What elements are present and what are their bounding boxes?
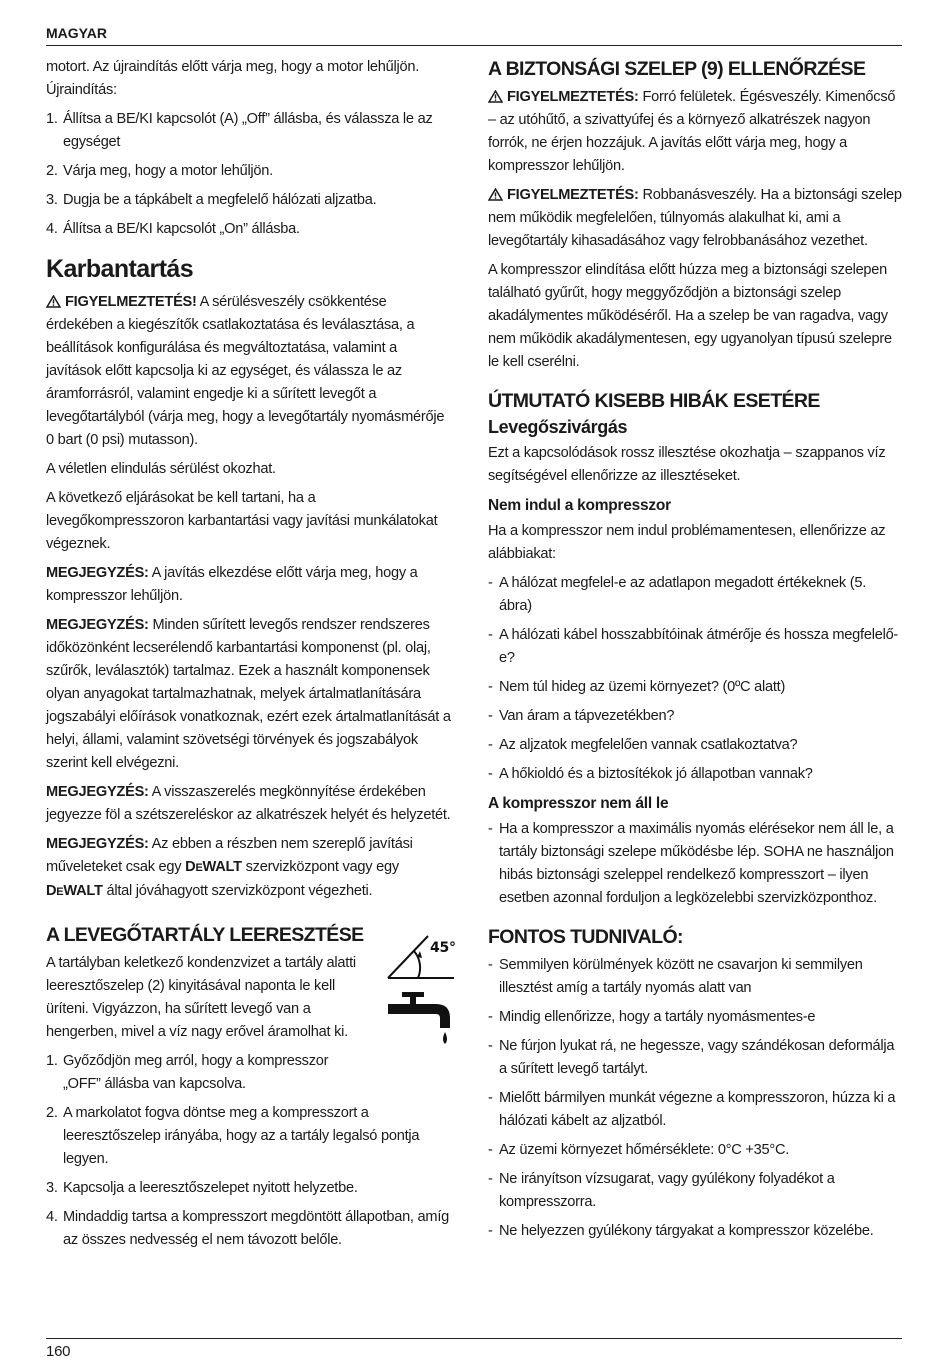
list-item: - A hőkioldó és a biztosítékok jó állapotban vannak?: [488, 766, 813, 782]
list-item: - Ha a kompresszor a maximális nyomás elérésekor nem áll le, a tartály biztonsági szelepe működésbe lép. SOHA ne használjon hibás biztonsági szeleppel rendelkező kompresszort – ilyen esetben azonnal forduljon a legközelebbi szervizközponthoz.: [488, 821, 894, 906]
drain-paragraph: A tartályban keletkező kondenzvizet a tartály alatti leeresztőszelep (2) kinyitásával naponta le kell üríteni. Vigyázzon, ha sűrített levegő van a hengerben, mivel a víz nagy erővel áramolhat ki.: [46, 955, 356, 1040]
language-header: MAGYAR: [46, 25, 107, 41]
left-column: [46, 56, 451, 1258]
air-leak-title: Levegőszivárgás: [488, 417, 628, 437]
page-number: 160: [46, 1343, 71, 1360]
drain-steps: [46, 1050, 451, 1252]
list-item: - Ne helyezzen gyúlékony tárgyakat a kompresszor közelébe.: [488, 1223, 874, 1239]
maintenance-title: Karbantartás: [46, 255, 194, 283]
list-item: 1. Győződjön meg arról, hogy a kompresszor „OFF” állásba van kapcsolva.: [46, 1053, 329, 1092]
warning-triangle-icon: [488, 90, 503, 103]
list-item: - Mielőtt bármilyen munkát végezne a kompresszoron, húzza ki a hálózati kábelt az aljzatból.: [488, 1090, 896, 1129]
right-column: [488, 56, 902, 1249]
intro-paragraph: motort. Az újraindítás előtt várja meg, hogy a motor lehűljön.: [46, 59, 420, 75]
maintenance-paragraph: A véletlen elindulás sérülést okozhat.: [46, 461, 276, 477]
list-item: - Semmilyen körülmények között ne csavarjon ki semmilyen illesztést amíg a tartály nyomás alatt van: [488, 957, 863, 996]
restart-steps: [46, 108, 451, 241]
list-item: - Az aljzatok megfelelően vannak csatlakoztatva?: [488, 737, 798, 753]
restart-heading: Újraindítás:: [46, 82, 117, 98]
note-paragraph: MEGJEGYZÉS: Az ebben a részben nem szereplő javítási műveleteket csak egy DEWALT szervizközpont vagy egy DEWALT által jóváhagyott szervizközpont végezheti.: [46, 836, 413, 899]
warning-triangle-icon: [46, 295, 61, 308]
drain-title: A LEVEGŐTARTÁLY LEERESZTÉSE: [46, 924, 364, 946]
list-item: 2. Várja meg, hogy a motor lehűljön.: [46, 163, 273, 179]
note-paragraph: MEGJEGYZÉS: A visszaszerelés megkönnyítése érdekében jegyezze föl a szétszereléskor az alkatrészek helyét és helyzetét.: [46, 784, 451, 823]
note-label: MEGJEGYZÉS:: [46, 784, 149, 800]
list-item: - Nem túl hideg az üzemi környezet? (0ºC alatt): [488, 679, 786, 695]
valve-paragraph: A kompresszor elindítása előtt húzza meg a biztonsági szelepen található gyűrűt, hogy meggyőződjön a biztonsági szelep akadálymentes működéséről. Ha a szelep be van ragadva, vagy nem működik akadálymentesen, egy ugyanolyan típusú szelepre le kell cserélni.: [488, 262, 892, 370]
maintenance-warning: [46, 291, 451, 452]
warning-triangle-icon: [488, 188, 503, 201]
no-stop-list: [488, 818, 902, 910]
list-item: 1. Állítsa a BE/KI kapcsolót (A) „Off” állásba, és válassza le az egységet: [46, 111, 433, 150]
list-item: - Ne fúrjon lyukat rá, ne hegessze, vagy szándékosan deformálja a sűrített levegő tartályt.: [488, 1038, 895, 1077]
no-start-list: [488, 572, 902, 786]
safety-valve-title: A BIZTONSÁGI SZELEP (9) ELLENŐRZÉSE: [488, 58, 866, 80]
tilt-45-faucet-icon: [384, 930, 460, 1048]
important-list: [488, 954, 902, 1243]
angle-label: 45°: [430, 940, 456, 956]
list-item: - A hálózat megfelel-e az adatlapon megadott értékeknek (5. ábra): [488, 575, 867, 614]
brand-name: DEWALT: [185, 859, 242, 875]
warning-label: FIGYELMEZTETÉS!: [65, 294, 197, 310]
list-item: - Az üzemi környezet hőmérséklete: 0°C +35°C.: [488, 1142, 790, 1158]
note-label: MEGJEGYZÉS:: [46, 836, 149, 852]
list-item: - A hálózati kábel hosszabbítóinak átmérője és hossza megfelelő-e?: [488, 627, 899, 666]
important-title: FONTOS TUDNIVALÓ:: [488, 926, 683, 948]
list-item: - Ne irányítson vízsugarat, vagy gyúlékony folyadékot a kompresszorra.: [488, 1171, 835, 1210]
warning-label: FIGYELMEZTETÉS:: [507, 187, 639, 203]
list-item: 2. A markolatot fogva döntse meg a kompresszort a leeresztőszelep irányába, hogy az a tartály legalsó pontja legyen.: [46, 1105, 420, 1167]
header-rule: [46, 45, 902, 46]
maintenance-paragraph: A következő eljárásokat be kell tartani, ha a levegőkompresszoron karbantartási vagy javítási munkálatokat végeznek.: [46, 490, 438, 552]
troubleshooting-title: ÚTMUTATÓ KISEBB HIBÁK ESETÉRE: [488, 390, 820, 412]
no-start-title: Nem indul a kompresszor: [488, 497, 671, 514]
note-paragraph: MEGJEGYZÉS: A javítás elkezdése előtt várja meg, hogy a kompresszor lehűljön.: [46, 565, 418, 604]
note-label: MEGJEGYZÉS:: [46, 617, 149, 633]
no-start-paragraph: Ha a kompresszor nem indul problémamentesen, ellenőrizze az alábbiakat:: [488, 523, 886, 562]
list-item: 3. Kapcsolja a leeresztőszelepet nyitott helyzetbe.: [46, 1180, 358, 1196]
footer-rule: [46, 1338, 902, 1339]
note-paragraph: MEGJEGYZÉS: Minden sűrített levegős rendszer rendszeres időközönként lecserélendő karbantartási komponenst (pl. olaj, szűrők, leválasztók) tartalmaz. Ezek a használt komponensek olyan anyagokat tartalmazhatnak, melyek ártalmatlanítására jogszabályi előírások vonatkoznak, ezért ezek ártalmatlanítását a helyi, állami, valamint szövetségi törvények és jogszabályok szerint kell elvégezni.: [46, 617, 451, 771]
valve-warning: FIGYELMEZTETÉS: Robbanásveszély. Ha a biztonsági szelep nem működik megfelelően, túlnyomás alakulhat ki, ami a levegőtartály kihasadásához vagy felrobbanásához vezethet.: [488, 187, 902, 249]
warning-text: A sérülésveszély csökkentése érdekében a kiegészítők csatlakoztatása és leválasztása, a beállítások konfigurálása és megváltoztatása, valamint a javítások előtt kapcsolja ki az egységet, és válassza le az áramforrásról, valamint engedje ki a sűrített levegőt a levegőtartályból (várja meg, hogy a levegőtartály nyomásmérője 0 bart (0 psi) mutasson).: [46, 294, 445, 448]
warning-label: FIGYELMEZTETÉS:: [507, 89, 639, 105]
list-item: - Mindig ellenőrizze, hogy a tartály nyomásmentes-e: [488, 1009, 816, 1025]
no-stop-title: A kompresszor nem áll le: [488, 795, 669, 812]
note-label: MEGJEGYZÉS:: [46, 565, 149, 581]
valve-warning: FIGYELMEZTETÉS: Forró felületek. Égésveszély. Kimenőcső – az utóhűtő, a szivattyúfej és a környező alkatrészek nagyon forrók, ne érjen hozzájuk. A javítás előtt várja meg, hogy a kompresszor lehűljön.: [488, 89, 896, 174]
air-leak-paragraph: Ezt a kapcsolódások rossz illesztése okozhatja – szappanos víz segítségével ellenőrizze az illesztéseket.: [488, 445, 886, 484]
list-item: 3. Dugja be a tápkábelt a megfelelő hálózati aljzatba.: [46, 192, 377, 208]
list-item: - Van áram a tápvezetékben?: [488, 708, 675, 724]
list-item: 4. Állítsa a BE/KI kapcsolót „On” állásba.: [46, 221, 300, 237]
brand-name: DEWALT: [46, 883, 103, 899]
list-item: 4. Mindaddig tartsa a kompresszort megdöntött állapotban, amíg az összes nedvesség el nem távozott belőle.: [46, 1209, 449, 1248]
